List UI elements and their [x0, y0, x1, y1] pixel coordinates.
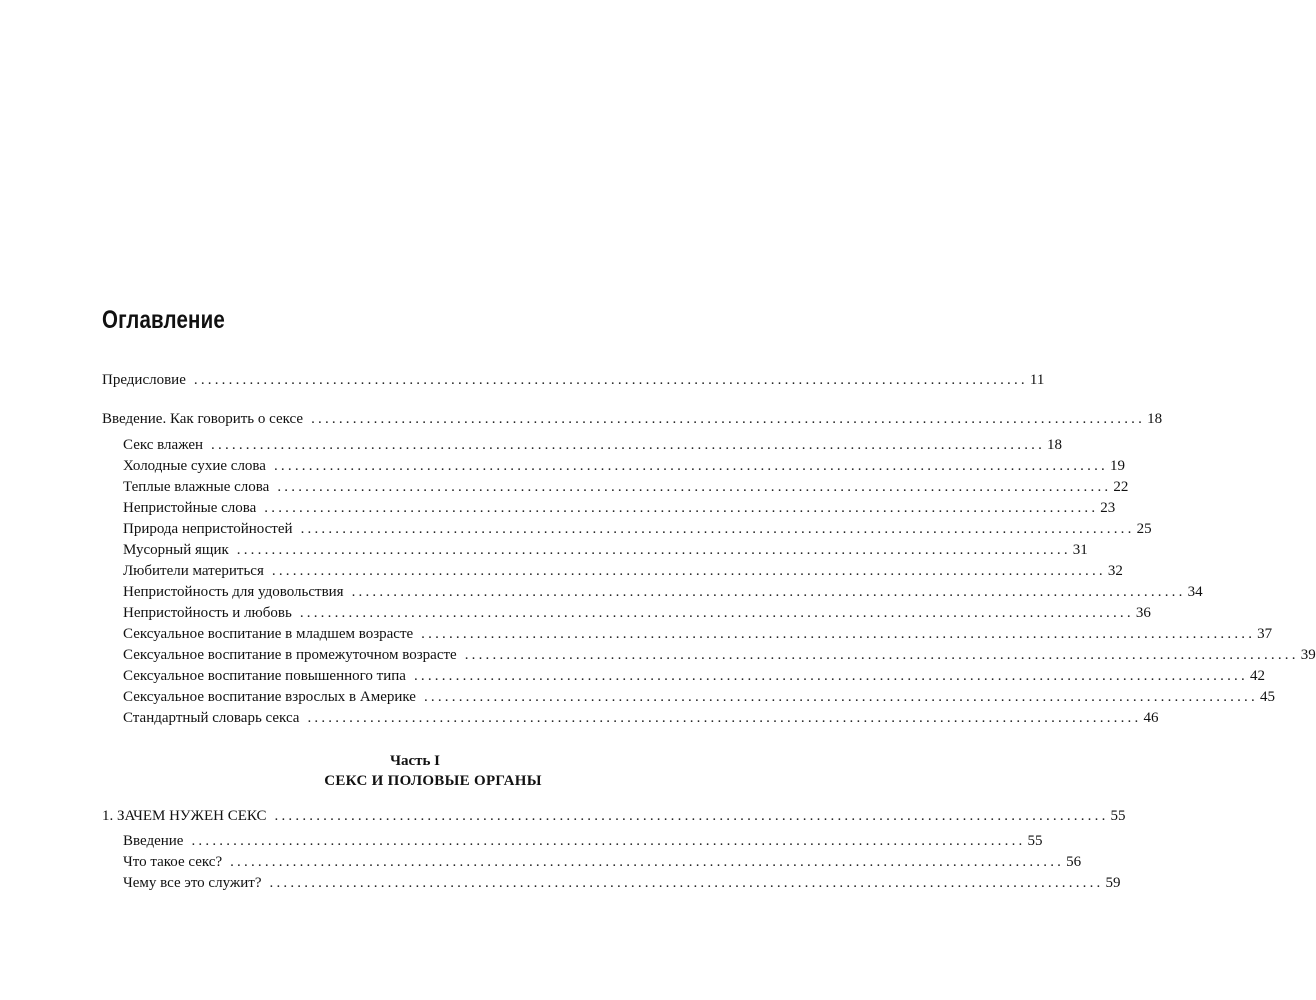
toc-entry-title: Чему все это служит? [123, 875, 262, 891]
toc-subentry[interactable] [123, 477, 1129, 498]
dot-leader: ........................................................................................................................ [191, 833, 1026, 849]
dot-leader: ........................................................................................................................ [423, 689, 1258, 705]
toc-subentry[interactable] [123, 708, 1159, 729]
dot-leader: ........................................................................................................................ [193, 372, 1028, 388]
toc-entry-page: 18 [1147, 411, 1163, 427]
toc-subentry[interactable] [123, 540, 1088, 561]
toc-entry-title: Любители материться [123, 563, 264, 579]
toc-entry-page: 45 [1259, 689, 1275, 705]
toc-entry-title: Сексуальное воспитание взрослых в Америке [123, 689, 416, 705]
toc-entry-title: Холодные сухие слова [123, 458, 266, 474]
dot-leader: ........................................................................................................................ [211, 437, 1046, 453]
toc-entry-page: 55 [1027, 833, 1043, 849]
dot-leader: ........................................................................................................................ [236, 542, 1071, 558]
toc-subentry[interactable] [123, 687, 1275, 708]
toc-subentry[interactable] [123, 645, 1316, 666]
toc-entry-title: Мусорный ящик [123, 542, 229, 558]
toc-entry-page: 42 [1249, 668, 1265, 684]
toc-entry-page: 55 [1110, 808, 1126, 824]
toc-entry-page: 11 [1029, 372, 1045, 388]
toc-entry-page: 36 [1135, 605, 1151, 621]
toc-entry-page: 22 [1113, 479, 1129, 495]
toc-entry[interactable] [102, 409, 1163, 430]
dot-leader: ........................................................................................................................ [299, 605, 1134, 621]
toc-entry-page: 39 [1300, 647, 1316, 663]
toc-subentry[interactable] [123, 435, 1063, 456]
toc-entry-title: Введение [123, 833, 184, 849]
toc-entry-title: Что такое секс? [123, 854, 223, 870]
toc-subentry[interactable] [123, 456, 1125, 477]
toc-entry-title: Секс влажен [123, 437, 204, 453]
dot-leader: ........................................................................................................................ [230, 854, 1065, 870]
toc-subentry[interactable] [123, 561, 1123, 582]
dot-leader: ........................................................................................................................ [277, 479, 1112, 495]
toc-entry-page: 59 [1105, 875, 1121, 891]
toc-entry-title: Природа непристойностей [123, 521, 293, 537]
dot-leader: ........................................................................................................................ [300, 521, 1135, 537]
toc-entry-page: 31 [1072, 542, 1088, 558]
page-title: Оглавление [102, 306, 225, 334]
toc-entry-title: Стандартный словарь секса [123, 710, 300, 726]
toc-entry-title: Предисловие [102, 372, 186, 388]
dot-leader: ........................................................................................................................ [273, 458, 1108, 474]
dot-leader: ........................................................................................................................ [271, 563, 1106, 579]
toc-subentry[interactable] [123, 603, 1151, 624]
toc-entry-page: 18 [1047, 437, 1063, 453]
dot-leader: ........................................................................................................................ [351, 584, 1186, 600]
dot-leader: ........................................................................................................................ [421, 626, 1256, 642]
dot-leader: ........................................................................................................................ [464, 647, 1299, 663]
toc-subentry[interactable] [123, 852, 1082, 873]
dot-leader: ........................................................................................................................ [307, 710, 1142, 726]
toc-entry-page: 25 [1136, 521, 1152, 537]
toc-entry-page: 34 [1187, 584, 1203, 600]
toc-subentry[interactable] [123, 666, 1265, 687]
toc-entry-title: Сексуальное воспитание в промежуточном возрасте [123, 647, 457, 663]
toc-subentry[interactable] [123, 831, 1043, 852]
toc-entry-title: 1. ЗАЧЕМ НУЖЕН СЕКС [102, 808, 267, 824]
toc-entry[interactable] [102, 370, 1045, 391]
toc-subentry[interactable] [123, 582, 1203, 603]
toc-entry-page: 23 [1100, 500, 1116, 516]
dot-leader: ........................................................................................................................ [269, 875, 1104, 891]
toc-entry-title: Непристойность и любовь [123, 605, 292, 621]
toc-entry-page: 19 [1109, 458, 1125, 474]
dot-leader: ........................................................................................................................ [311, 411, 1146, 427]
toc-entry-title: Непристойные слова [123, 500, 257, 516]
toc-entry-title: Сексуальное воспитание повышенного типа [123, 668, 406, 684]
part-number: Часть I [389, 753, 441, 769]
toc-subentry[interactable] [123, 519, 1152, 540]
toc-entry-page: 56 [1066, 854, 1082, 870]
toc-chapter[interactable] [102, 806, 1126, 827]
toc-entry-title: Сексуальное воспитание в младшем возрасте [123, 626, 414, 642]
dot-leader: ........................................................................................................................ [413, 668, 1248, 684]
toc-entry-page: 46 [1143, 710, 1159, 726]
toc-entry-title: Теплые влажные слова [123, 479, 270, 495]
dot-leader: ........................................................................................................................ [264, 500, 1099, 516]
dot-leader: ........................................................................................................................ [274, 808, 1109, 824]
part-title: СЕКС И ПОЛОВЫЕ ОРГАНЫ [324, 773, 542, 789]
toc-entry-title: Непристойность для удовольствия [123, 584, 344, 600]
toc-subentry[interactable] [123, 624, 1273, 645]
toc-entry-page: 32 [1107, 563, 1123, 579]
toc-subentry[interactable] [123, 873, 1121, 894]
toc-subentry[interactable] [123, 498, 1116, 519]
toc-entry-title: Введение. Как говорить о сексе [102, 411, 304, 427]
toc-entry-page: 37 [1257, 626, 1273, 642]
